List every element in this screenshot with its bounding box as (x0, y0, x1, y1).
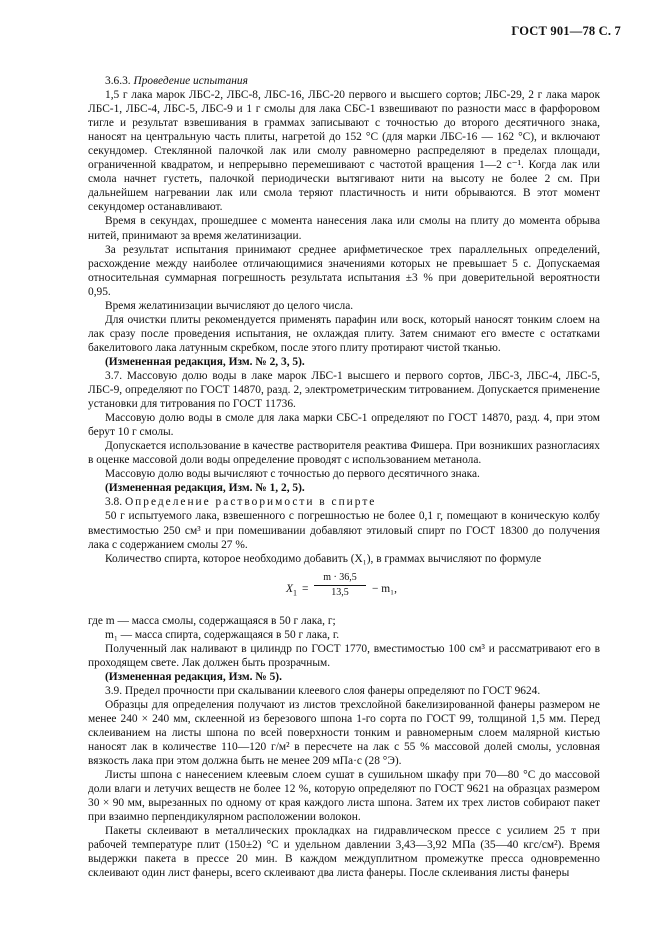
paragraph: Время в секундах, прошедшее с момента нанесения лака или смолы на плиту до момента обрыва нитей, принимают за время желатинизации. (88, 215, 600, 242)
legend-line: m₁ — масса спирта, содержащаяся в 50 г лака, г. (105, 628, 340, 641)
formula-equals: = (302, 582, 309, 595)
paragraph: 3.9. Предел прочности при скалывании клеевого слоя фанеры определяют по ГОСТ 9624. (105, 684, 541, 697)
section-number: 3.8. (105, 496, 123, 509)
formula-numerator: m · 36,5 (314, 572, 366, 586)
section-heading (88, 495, 600, 509)
formula (88, 568, 600, 612)
formula-lhs: $X_1$ (286, 582, 297, 597)
page-header: ГОСТ 901—78 С. 7 (511, 24, 621, 38)
paragraph: Количество спирта, которое необходимо добавить (X₁), в граммах вычисляют по формуле (105, 552, 542, 565)
paragraph: Пакеты склеивают в металлических прокладках на гидравлическом прессе с усилием 25 т при рабочей температуре плит (150±2) °С и удельном давлении 3,43—3,92 МПа (35—40 кгс/см²). Время выдержки пакета в прессе 20 мин. В каждом междуплитном промежутке пресса одновременно склеивают один лист фанеры, всего склеивают два листа фанеры. После склеивания листы фанеры (88, 825, 600, 880)
section-number: 3.6.3. (105, 75, 131, 87)
section-title: Определение растворимости в спирте (124, 496, 377, 509)
document-body (88, 74, 600, 881)
paragraph: Массовую долю воды в смоле для лака марки СБС-1 определяют по ГОСТ 14870, разд. 4, при этом берут 10 г смолы. (88, 412, 600, 439)
legend-line: где m — масса смолы, содержащаяся в 50 г лака, г; (88, 614, 336, 627)
paragraph: Допускается использование в качестве растворителя реактива Фишера. При возникших разногласиях в оценке массовой доли воды определение проводят с использованием метанола. (88, 440, 600, 467)
paragraph: 1,5 г лака марок ЛБС-2, ЛБС-8, ЛБС-16, ЛБС-20 первого и высшего сортов; ЛБС-29, 2 г лака марок ЛБС-1, ЛБС-4, ЛБС-5, ЛБС-9 и 1 г смолы для лака СБС-1 взвешивают по разности масс в фарфоровом тигле и результат взвешивания в граммах записывают с точностью до второго десятичного знака, наносят на центральную часть плиты, нагретой до 152 °С (для марки ЛБС-16 — 162 °С), и включают секундомер. Стеклянной палочкой лак или смолу равномерно распределяют в пределах площади, ограниченной квадратом, и непрерывно перемешивают с частотой вращения 1—2 с⁻¹. Когда лак или смола начнет густеть, палочкой периодически вытягивают нити на высоту не более 2 см. При дальнейшем нагревании лак или смола теряют пластичность и нити обрываются. В этот момент секундомер останавливают. (88, 89, 600, 214)
formula-fraction (314, 572, 366, 599)
paragraph: 3.7. Массовую долю воды в лаке марок ЛБС-1 высшего и первого сортов, ЛБС-3, ЛБС-4, ЛБС-5, ЛБС-9, определяют по ГОСТ 14870, разд. 2, электрометрическим титрованием. Допускается применение установки для титрования по ГОСТ 11736. (88, 369, 600, 411)
revision-note: (Измененная редакция, Изм. № 2, 3, 5). (105, 355, 305, 368)
section-heading (88, 74, 600, 88)
section-title: Проведение испытания (133, 75, 248, 87)
paragraph: Полученный лак наливают в цилиндр по ГОСТ 1770, вместимостью 100 см³ и рассматривают его в проходящем свете. Лак должен быть прозрачным. (88, 642, 600, 669)
revision-note: (Измененная редакция, Изм. № 5). (105, 670, 282, 683)
paragraph: Массовую долю воды вычисляют с точностью до первого десятичного знака. (105, 468, 480, 481)
formula-denominator: 13,5 (331, 586, 349, 598)
paragraph: За результат испытания принимают среднее арифметическое трех параллельных определений, расхождение между наиболее отличающимися значениями которых не превышает 5 с. Допускаемая относительная суммарная погрешность результата испытания ±3 % при доверительной вероятности 0,95. (88, 243, 600, 298)
paragraph: Для очистки плиты рекомендуется применять парафин или воск, который наносят тонким слоем на лак сразу после проведения испытания, не охлаждая плиту. Затем снимают его вместе с остатками бакелитового лака латунным скребком, после этого плиту протирают чистой тканью. (88, 313, 600, 354)
paragraph: 50 г испытуемого лака, взвешенного с погрешностью не более 0,1 г, помещают в коническую колбу вместимостью 250 см³ и при помешивании добавляют этиловый спирт по ГОСТ 18300 до получения лака с содержанием смолы 27 %. (88, 510, 600, 551)
paragraph: Листы шпона с нанесением клеевым слоем сушат в сушильном шкафу при 70—80 °С до массовой доли влаги и летучих веществ не более 12 %, которую определяют по ГОСТ 9621 на образцах размером 30 × 90 мм, вырезанных по одному от края каждого листа шпона. Затем их трех листов собирают пакет при взаимно перпендикулярном расположении волокон. (88, 769, 600, 824)
revision-note: (Измененная редакция, Изм. № 1, 2, 5). (105, 482, 305, 495)
paragraph: Образцы для определения получают из листов трехслойной бакелизированной фанеры размером не менее 240 × 240 мм, склеенной из березового шпона 1-го сорта по ГОСТ 99, толщиной 1,5 мм. Перед склеиванием на листы шпона по всей поверхности тонким и равномерным слоем малярной кистью наносят лак в количестве 110—120 г/м² в пересчете на лак с 55 % массовой долей смолы, условная вязкость лака при этом должна быть не менее 209 мПа·с (28 °Э). (88, 698, 600, 768)
paragraph: Время желатинизации вычисляют до целого числа. (105, 299, 354, 312)
formula-rest: − m₁, (372, 582, 397, 595)
